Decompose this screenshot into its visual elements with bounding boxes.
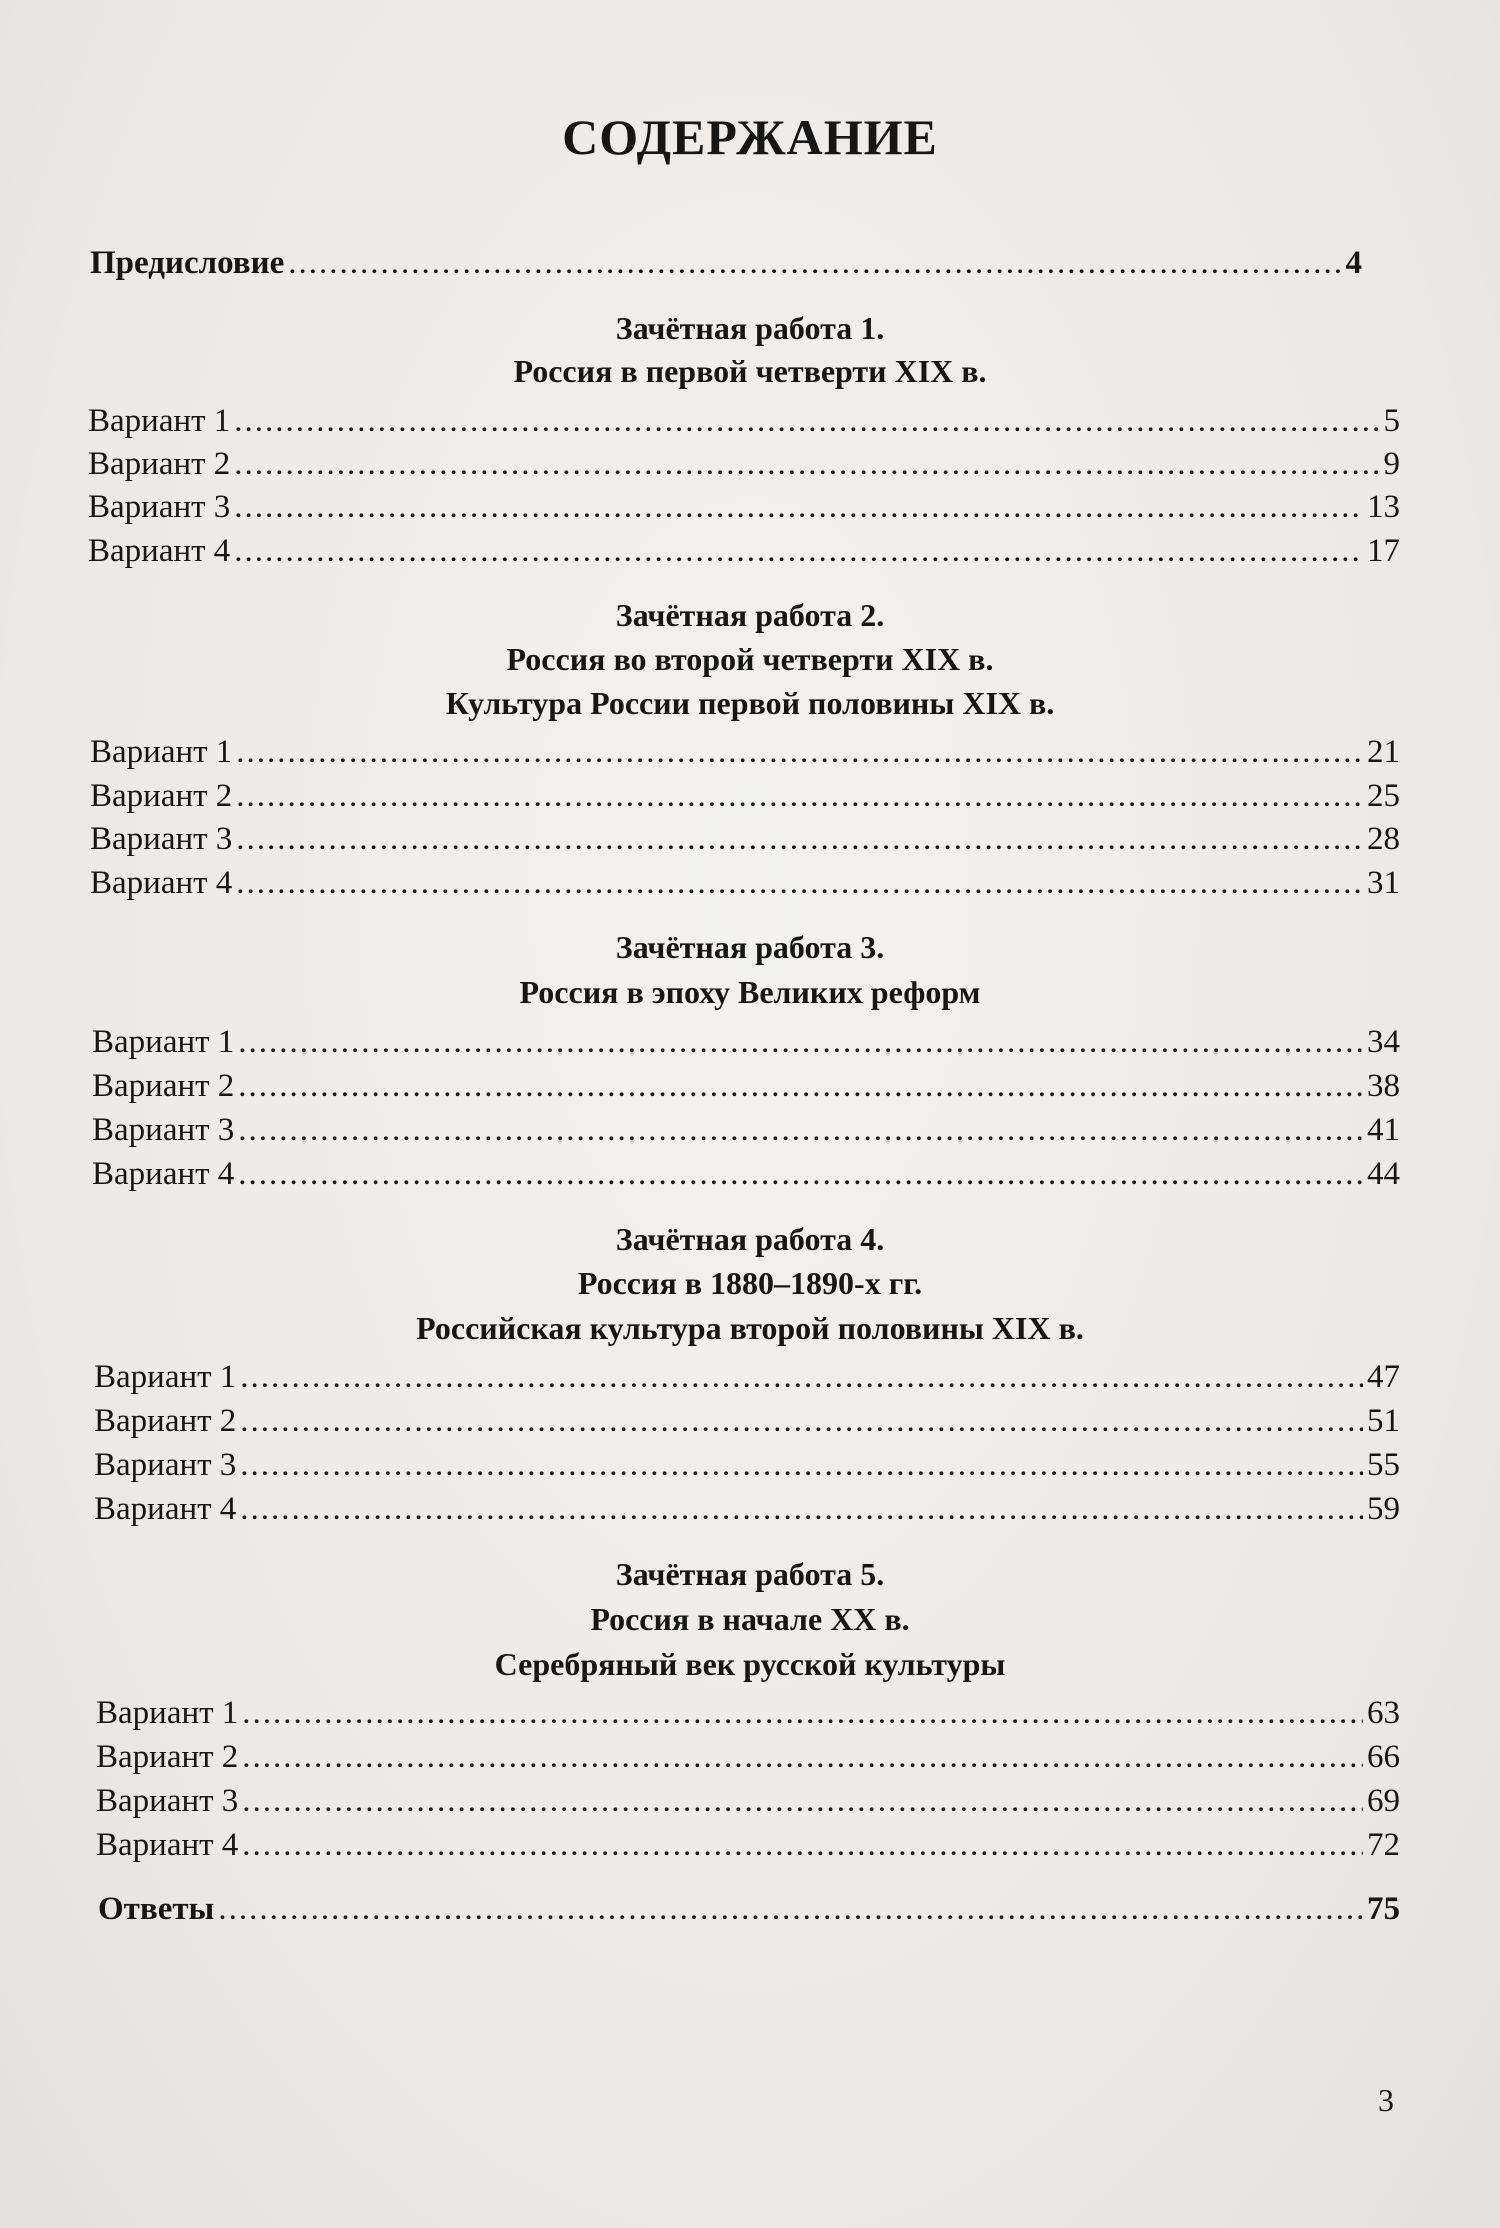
toc-page-number: 21 bbox=[1367, 734, 1400, 770]
toc-entry bbox=[94, 1488, 1400, 1530]
section-heading: Россия в 1880–1890-х гг. bbox=[577, 1265, 923, 1301]
toc-page-number: 5 bbox=[1383, 403, 1400, 439]
section-heading: Зачётная работа 2. bbox=[615, 597, 885, 633]
toc-entry bbox=[92, 1021, 1400, 1063]
toc-page-number: 47 bbox=[1367, 1359, 1400, 1395]
leader-dots bbox=[242, 1736, 1363, 1778]
toc-entry bbox=[96, 1780, 1400, 1822]
toc-entry bbox=[96, 1824, 1400, 1866]
toc-page-number: 13 bbox=[1367, 489, 1400, 525]
toc-entry bbox=[94, 1444, 1400, 1486]
leader-dots bbox=[234, 400, 1379, 442]
section-heading: Зачётная работа 4. bbox=[615, 1221, 885, 1257]
toc-entry-label: Вариант 3 bbox=[88, 489, 231, 525]
section-heading: Зачётная работа 3. bbox=[615, 929, 885, 965]
toc-entry-preface bbox=[90, 242, 1362, 284]
toc-entry bbox=[88, 443, 1400, 485]
toc-entry-label: Вариант 4 bbox=[94, 1491, 237, 1527]
toc-entry-label: Вариант 4 bbox=[88, 533, 231, 569]
toc-entry-label: Вариант 3 bbox=[96, 1783, 239, 1819]
toc-page-number: 72 bbox=[1367, 1827, 1400, 1863]
leader-dots bbox=[236, 862, 1363, 904]
leader-dots bbox=[240, 1488, 1363, 1530]
leader-dots bbox=[234, 486, 1363, 528]
toc-page-number: 38 bbox=[1367, 1068, 1400, 1104]
toc-entry-label: Вариант 1 bbox=[96, 1695, 239, 1731]
toc-entry bbox=[88, 486, 1400, 528]
toc-entry bbox=[90, 818, 1400, 860]
section-heading: Культура России первой половины XIX в. bbox=[445, 685, 1055, 721]
leader-dots bbox=[238, 1065, 1363, 1107]
toc-page-number: 66 bbox=[1367, 1739, 1400, 1775]
toc-entry-label: Вариант 1 bbox=[94, 1359, 237, 1395]
leader-dots bbox=[236, 818, 1363, 860]
section-heading: Российская культура второй половины XIX в. bbox=[416, 1310, 1084, 1346]
toc-page-number: 59 bbox=[1367, 1491, 1400, 1527]
toc-entry-label: Вариант 4 bbox=[96, 1827, 239, 1863]
toc-entry-label: Вариант 1 bbox=[88, 403, 231, 439]
section-heading: Россия в эпоху Великих реформ bbox=[519, 974, 981, 1010]
toc-entry bbox=[88, 400, 1400, 442]
leader-dots bbox=[240, 1356, 1363, 1398]
toc-page-number: 25 bbox=[1367, 778, 1400, 814]
toc-entry-label: Предисловие bbox=[90, 245, 285, 281]
leader-dots bbox=[238, 1109, 1363, 1151]
toc-entry-label: Вариант 1 bbox=[92, 1024, 235, 1060]
toc-entry-answers bbox=[98, 1888, 1400, 1930]
toc-entry-label: Вариант 2 bbox=[92, 1068, 235, 1104]
leader-dots bbox=[238, 1021, 1363, 1063]
section-heading: Серебряный век русской культуры bbox=[494, 1646, 1006, 1682]
toc-page-number: 9 bbox=[1383, 446, 1400, 482]
toc-page-number: 51 bbox=[1367, 1403, 1400, 1439]
toc-page-number: 4 bbox=[1345, 245, 1362, 281]
toc-page-number: 28 bbox=[1367, 821, 1400, 857]
leader-dots bbox=[238, 1153, 1363, 1195]
toc-entry bbox=[92, 1153, 1400, 1195]
page-number: 3 bbox=[1378, 2082, 1394, 2118]
toc-entry bbox=[92, 1065, 1400, 1107]
leader-dots bbox=[236, 775, 1363, 817]
toc-entry bbox=[94, 1400, 1400, 1442]
toc-entry-label: Вариант 2 bbox=[88, 446, 231, 482]
toc-page-number: 75 bbox=[1367, 1891, 1400, 1927]
toc-entry bbox=[96, 1736, 1400, 1778]
leader-dots bbox=[242, 1824, 1363, 1866]
toc-entry bbox=[90, 775, 1400, 817]
toc-entry-label: Вариант 3 bbox=[92, 1112, 235, 1148]
toc-entry-label: Вариант 2 bbox=[96, 1739, 239, 1775]
leader-dots bbox=[288, 242, 1341, 284]
section-heading: Россия в первой четверти XIX в. bbox=[513, 353, 987, 389]
toc-entry bbox=[90, 731, 1400, 773]
toc-entry-label: Вариант 1 bbox=[90, 734, 233, 770]
leader-dots bbox=[234, 530, 1363, 572]
toc-entry-label: Вариант 3 bbox=[90, 821, 233, 857]
page-title: СОДЕРЖАНИЕ bbox=[562, 109, 938, 165]
leader-dots bbox=[234, 443, 1379, 485]
toc-entry-label: Вариант 4 bbox=[90, 865, 233, 901]
toc-entry-label: Вариант 4 bbox=[92, 1156, 235, 1192]
toc-entry-label: Вариант 2 bbox=[90, 778, 233, 814]
toc-page-number: 34 bbox=[1367, 1024, 1400, 1060]
toc-entry bbox=[94, 1356, 1400, 1398]
toc-page-number: 41 bbox=[1367, 1112, 1400, 1148]
toc-page-number: 55 bbox=[1367, 1447, 1400, 1483]
leader-dots bbox=[242, 1780, 1363, 1822]
leader-dots bbox=[240, 1444, 1363, 1486]
toc-page-number: 17 bbox=[1367, 533, 1400, 569]
section-heading: Россия во второй четверти XIX в. bbox=[506, 641, 994, 677]
section-heading: Россия в начале XX в. bbox=[590, 1601, 910, 1637]
toc-entry-label: Ответы bbox=[98, 1891, 215, 1927]
toc-entry-label: Вариант 3 bbox=[94, 1447, 237, 1483]
leader-dots bbox=[218, 1888, 1363, 1930]
toc-entry bbox=[88, 530, 1400, 572]
leader-dots bbox=[242, 1692, 1363, 1734]
toc-page-number: 31 bbox=[1367, 865, 1400, 901]
section-heading: Зачётная работа 5. bbox=[615, 1556, 885, 1592]
toc-entry bbox=[90, 862, 1400, 904]
toc-page-number: 63 bbox=[1367, 1695, 1400, 1731]
toc-entry bbox=[92, 1109, 1400, 1151]
toc-entry bbox=[96, 1692, 1400, 1734]
section-heading: Зачётная работа 1. bbox=[615, 310, 885, 346]
toc-entry-label: Вариант 2 bbox=[94, 1403, 237, 1439]
toc-page-number: 69 bbox=[1367, 1783, 1400, 1819]
toc-page-number: 44 bbox=[1367, 1156, 1400, 1192]
leader-dots bbox=[240, 1400, 1363, 1442]
leader-dots bbox=[236, 731, 1363, 773]
